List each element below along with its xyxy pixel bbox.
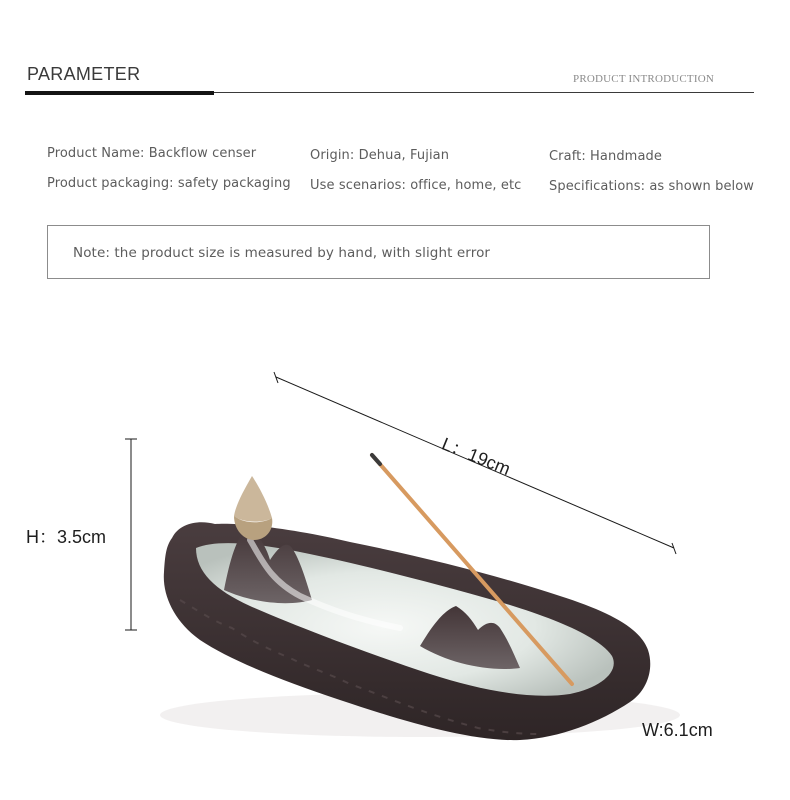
param-craft: Craft: Handmade: [549, 149, 662, 164]
param-product-name: Product Name: Backflow censer: [47, 146, 257, 161]
length-label: L：19cm: [439, 433, 514, 480]
page-subtitle: PRODUCT INTRODUCTION: [573, 73, 714, 85]
width-label: W:6.1cm: [642, 720, 713, 740]
param-use-scenarios: Use scenarios: office, home, etc: [310, 178, 522, 193]
param-packaging: Product packaging: safety packaging: [47, 176, 291, 191]
height-label: H：3.5cm: [26, 527, 107, 547]
incense-cone: [234, 476, 272, 540]
note-text: Note: the product size is measured by hand, with slight error: [73, 245, 491, 261]
param-specifications: Specifications: as shown below: [549, 179, 755, 194]
height-dimension-line: [125, 439, 137, 630]
param-origin: Origin: Dehua, Fujian: [310, 148, 450, 163]
page-title: PARAMETER: [27, 64, 141, 84]
